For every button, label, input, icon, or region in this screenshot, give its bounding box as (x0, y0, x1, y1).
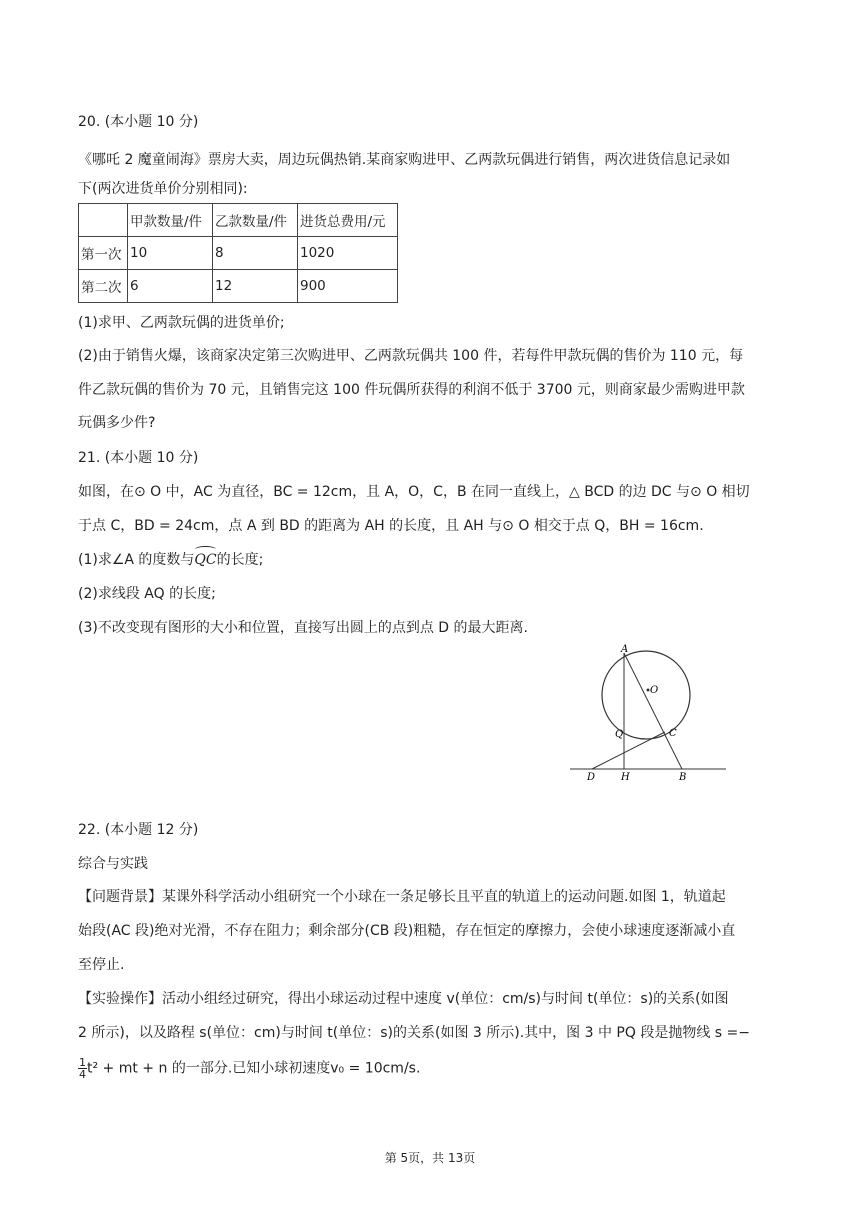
fraction-numerator: 1 (79, 1056, 86, 1069)
q21-heading: 21. (本小题 10 分) (78, 450, 199, 466)
label-b: B (679, 772, 687, 783)
table-header-row (79, 204, 398, 237)
table-cell: 第一次 (79, 237, 128, 270)
circle-o (602, 651, 690, 739)
q20-intro-line-1: 《哪吒 2 魔童闹海》票房大卖，周边玩偶热销.某商家购进甲、乙两款玩偶进行销售，两次进货信息记录如 (78, 152, 731, 168)
table-cell: 6 (128, 270, 213, 303)
q22-experiment-line-2: 2 所示)，以及路程 s(单位：cm)与时间 t(单位：s)的关系(如图 3 所示).其中，图 3 中 PQ 段是抛物线 s =− (78, 1025, 750, 1041)
q22-background-line-3: 至停止. (78, 957, 125, 973)
q22-heading: 22. (本小题 12 分) (78, 822, 199, 838)
q20-part-1: (1)求甲、乙两款玩偶的进货单价; (78, 315, 285, 331)
q22-section-title: 综合与实践 (78, 856, 148, 872)
q22-experiment-line-1: 【实验操作】活动小组经过研究，得出小球运动过程中速度 v(单位：cm/s)与时间 t(单位：s)的关系(如图 (78, 991, 729, 1007)
label-c: C (669, 728, 677, 739)
table-header-cell: 乙款数量/件 (213, 204, 298, 237)
q21-part-3: (3)不改变现有图形的大小和位置，直接写出圆上的点到点 D 的最大距离. (78, 620, 528, 636)
arc-mark (195, 546, 215, 553)
q21-part-1 (78, 550, 263, 570)
q20-heading: 20. (本小题 10 分) (78, 114, 199, 130)
table-row (79, 270, 398, 303)
arc-qc-text: QC (194, 552, 217, 568)
q22-background-line-2: 始段(AC 段)绝对光滑，不存在阻力；剩余部分(CB 段)粗糙，存在恒定的摩擦力，会使小球速度逐渐减小直 (78, 923, 736, 939)
label-a: A (621, 644, 629, 655)
label-d: D (587, 772, 596, 783)
q22-experiment-line-3 (78, 1057, 420, 1080)
q20-part-2-line-2: 件乙款玩偶的售价为 70 元，且销售完这 100 件玩偶所获得的利润不低于 3700 元，则商家最少需购进甲款 (78, 382, 745, 398)
table-cell: 12 (213, 270, 298, 303)
fraction-one-quarter (78, 1057, 87, 1080)
q21-text-line-2: 于点 C，BD = 24cm，点 A 到 BD 的距离为 AH 的长度，且 AH 与⊙ O 相交于点 Q，BH = 16cm. (78, 518, 704, 534)
label-o: O (650, 685, 659, 696)
table-cell: 900 (298, 270, 398, 303)
q21-part-1-tail: 的长度; (216, 552, 264, 568)
geometry-figure (570, 640, 740, 785)
q21-part-2: (2)求线段 AQ 的长度; (78, 586, 216, 602)
q20-intro-line-2: 下(两次进货单价分别相同): (78, 181, 248, 197)
q22-experiment-line-3-text: t² + mt + n 的一部分.已知小球初速度v₀ = 10cm/s. (87, 1060, 421, 1077)
purchase-table (78, 203, 398, 303)
table-cell: 10 (128, 237, 213, 270)
q20-part-2-line-3: 玩偶多少件? (78, 415, 156, 431)
table-header-cell: 甲款数量/件 (128, 204, 213, 237)
q22-background-line-1: 【问题背景】某课外科学活动小组研究一个小球在一条足够长且平直的轨道上的运动问题.如图 1，轨道起 (78, 889, 726, 905)
table-cell: 8 (213, 237, 298, 270)
table-header-cell (79, 204, 128, 237)
table-cell: 1020 (298, 237, 398, 270)
segment-ab (624, 653, 682, 769)
table-header-cell: 进货总费用/元 (298, 204, 398, 237)
q21-text-line-1: 如图，在⊙ O 中，AC 为直径，BC = 12cm，且 A，O，C，B 在同一直线上，△ BCD 的边 DC 与⊙ O 相切 (78, 484, 750, 500)
q21-part-1-lead: (1)求∠A 的度数与 (78, 552, 195, 568)
table-cell: 第二次 (79, 270, 128, 303)
fraction-denominator: 4 (79, 1068, 86, 1081)
page-footer: 第 5页，共 13页 (384, 1151, 476, 1165)
arc-qc-label (194, 550, 216, 570)
table-row (79, 237, 398, 270)
segment-dc (592, 732, 665, 769)
label-h: H (621, 772, 630, 783)
q20-part-2-line-1: (2)由于销售火爆，该商家决定第三次购进甲、乙两款玩偶共 100 件，若每件甲款玩偶的售价为 110 元，每 (78, 348, 744, 364)
label-q: Q (615, 729, 624, 740)
